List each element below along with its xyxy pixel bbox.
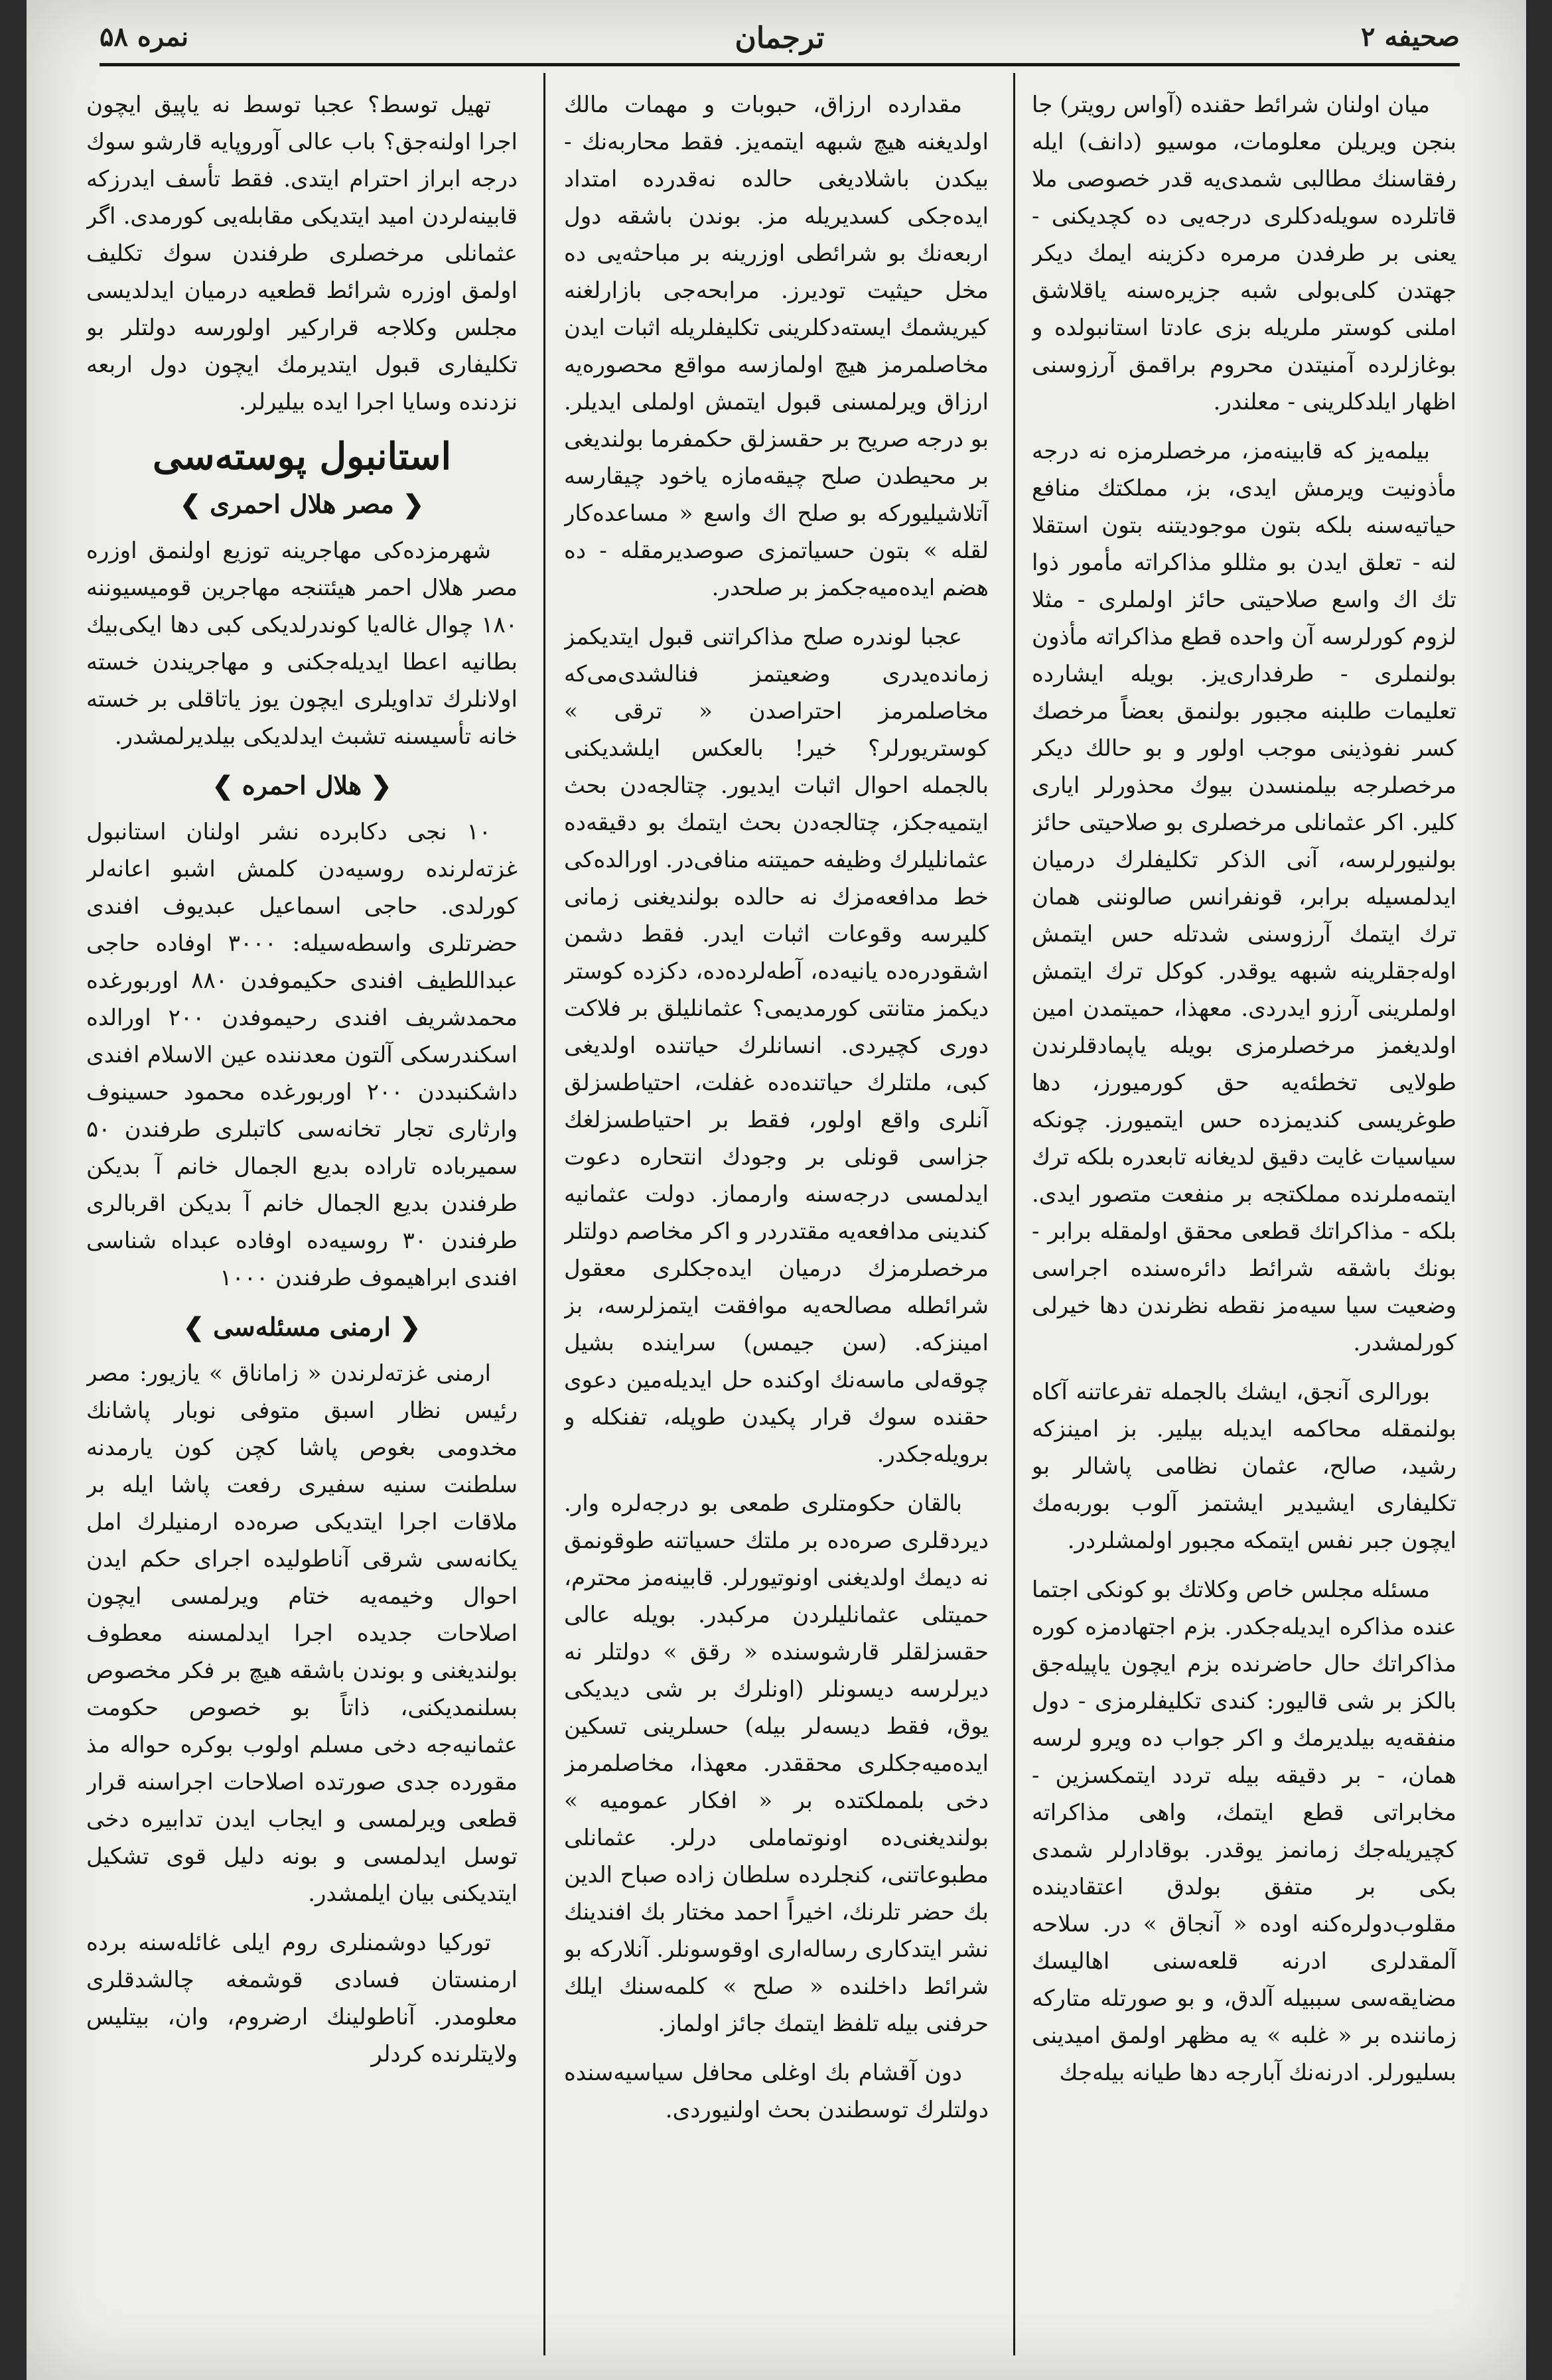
paragraph: ۱۰ نجی دکابرده نشر اولنان استانبول غزته‌لرنده روسیه‌دن کلمش اشبو اعانه‌لر کورلدی. حاجی اسماعیل عبدیوف افندی حضرتلری واسطه‌سیله: ۳۰۰۰ اوفاده حاجی عبداللطیف افندی حکیموفدن ۸۸۰ اوربورغده محمدشریف افندی رحیموفدن ۲۰۰ اورالده اسکندرسکی آلتون معدننده عین الاسلام افندی داشکنبددن ۲۰۰ اوربورغده محمود حسینوف وارثاری تجار تخانه‌سی کاتبلری طرفندن ۵۰ سمیرباده تاراده بدیع الجمال خانم آ بدیکن طرفندن بدیع الجمال خانم آ بدیکن اقربالری طرفندن ۳۰ روسیه‌ده اوفاده عبداه شناسی افندی ابراهیموف طرفندن ۱۰۰۰ — [86, 819, 518, 1291]
issue-number: نمره ۵۸ — [100, 21, 189, 52]
section-title: استانبول پوسته‌سی — [153, 435, 451, 478]
paragraph: شهرمزده‌کی مهاجرینه توزیع اولنمق اوزره مصر هلال احمر هیئتنجه مهاجرین قومیسیوننه ۱۸۰ چوال غاله‌یا کوندرلدیکی کبی دها ایکی‌بیك بطانیه اعطا ایدیله‌جکنی و مهاجریندن خسته اولانلرك تداویلری ایچون یوز یاتاقلی بر خسته خانه تأسیسنه تشبث ایدلدیکی بیلدیرلمشدر. — [86, 537, 518, 750]
newspaper-page — [27, 0, 1526, 2380]
paragraph: میان اولنان شرائط حقنده (آواس رویتر) جا بنجن ویریلن معلومات، موسیو (دانف) ایله رفقاسنك مطالبی شمدی‌یه قدر خصوصی ملا قاتلرده سویله‌دکلری درجه‌یی ده کچدیکنی - یعنی بر طرفدن مرمره دکزینه ایمك دیکر جهتدن کلی‌بولی شبه جزیره‌سنه یاقلاشق املنی کوستر ملریله بزی عادتا استانبولده و بوغازلرده آمنیتدن محروم براقمق آرزوسنی اظهار ایلدکلرینی - معلندر. — [1032, 92, 1456, 415]
newspaper-title: ترجمان — [735, 21, 825, 55]
paragraph: مقدارده ارزاق، حبوبات و مهمات مالك اولدیغنه هیچ شبهه ایتمه‌یز. فقط محاربه‌نك - بیکدن باشلادیغی حالده نه‌قدرده‌ امتداد ایده‌جکی کسدیریله مز. بوندن باشقه دول اربعه‌نك بو شرائطی اوزرینه بر مباحثه‌یی ده مخل حیثیت تودیرز. مرابحه‌جی بازارلغنه کیریشمك ایسته‌دکلرینی تکلیفلریله اثبات ایدن مخاصلمرمز هیچ اولمازسه مواقع محصوره‌یه ارزاق ویرلمسنی قبول ایتمش اولملی ایدیلر. بو درجه صریح بر حقسزلق حکمفرما بولندیغی بر محیطدن صلح چیقه‌مازه یاخود چیقارسه آتلاشیلیورکه بو صلح اك واسع « مساعده‌کار لقله » بتون حسیاتمزی صوصدیرمقله - ده هضم ایده‌میه‌جکمز بر صلحدر. — [564, 92, 989, 601]
paragraph: بیلمه‌یز که قابینه‌مز، مرخصلرمزه نه درجه مأذونیت ویرمش ایدی، بز، مملکتك منافع حیاتیه‌سنه بلکه بتون موجودیتنه بتون استقلا لنه - تعلق ایدن بو مثللو مذاکراته مأمور ذوا تك اك واسع صلاحیتی حائز اولملری - مثلا لزوم کورلرسه آن واحده قطع مذاکراته مأذون بولنملری - طرفداری‌یز. بویله ایشارده تعلیمات طلبنه مجبور بولنمق بعضاً مرخصك کسر نفوذینی موجب اولور و بو حالك دیکر مرخصلرجه بیلمنسدن بیوك محذورلر ایاری کلیر. اکر عثمانلی مرخصلری بو صلاحیتی حائز بولنیورلرسه، آنی الذکر تکلیفلرك درمیان ایدلمسیله برابر، قونفرانس صالوننی همان ترك ایتمك آرزوسنی شدتله حس ایتمش اوله‌جقلرینه شبهه یوقدر. کوکل ترك ایتمش اولملرینی آرزو ایدردی. معهذا، حمیتمدن امین اولدیغمز مرخصلرمزی بویله یاپمادقلرندن طولایی تخطئه‌یه حق کورمیورز، دها طوغریسی کندیمزده حس ایتمیورز. چونکه سیاسیات غایت دقیق لدیغانه تابعدره بلکه ترك ایتمه‌ملرنده مملکتجه بر منفعت متصور ایدی. بلکه - مذاکراتك قطعی محقق اولمقله برابر - بونك باشقه شرائط دائره‌سنده اجراسی وضعیت سیا سیه‌مز نقطه نظرندن دها خیرلی کورلمشدر. — [1032, 438, 1456, 1356]
column-middle — [564, 86, 989, 2342]
paragraph: بالقان حکومتلری طمعی بو درجه‌لره وار. دیردقلری صره‌ده بر ملتك حسیاتنه طوقونمق نه دیمك اولدیغنی اونوتیورلر. قابینه‌مز محترم، حمیتلی عثمانلیلردن مرکبدر. بویله عالی حقسزلقلر قارشوسنده « رقق » دولتلر نه دیرلرسه دیسونلر (اونلرك بر شی دیدیکی یوق، فقط دیسه‌لر بیله) حسلرینی تسکین ایده‌میه‌جکلری محققدر. معهذا، مخاصلمرمز دخی بلمملکتده بر « افکار عمومیه » بولندیغنی‌ده اونوتماملی در‌لر. عثمانلی مطبوعاتنی، کنجلرده سلطان زاده صباح الدین بك حضر تلرنك، اخیراً احمد مختار بك افندینك نشر ایتدکاری رساله‌اری اوقوسونلر. آنلارکه بو شرائط داخلنده « صلح » کلمه‌سنك ایلك حرفنی بیله تلفظ ایتمك جائز اولماز. — [564, 1490, 989, 2037]
column-left — [86, 86, 518, 2342]
header-rule — [100, 63, 1460, 66]
paragraph: بورالری آنجق، ایشك بالجمله تفرعاتنه آکاه بولنمقله محاکمه ایدیله بیلیر. بز امینزکه رشید، صالح، عثمان نظامی پاشالر بو تکلیفاری ایشیدیر ایشتمز آلوب بوربه‌مك ایچون جبر نفس ایتمکه مجبور اولمشلردر. — [1032, 1379, 1456, 1554]
paragraph: ارمنی غزته‌لرندن « زاماناق » یازیور: مصر رئیس نظار اسبق متوفی نوبار پاشانك مخدومی بغوص پاشا کچن کون یارمدنه سلطنت سنیه سفیری رفعت پاشا ایله بر ملاقات اجرا ایتدیکی صره‌ده ارمنیلرك امل یکانه‌سی شرقی آناطولیده اجرای حکم ایدن احوال وخیمه‌یه ختام ویرلمسی ایچون اصلاحات جدیده اجرا ایدلمسنه معطوف بولندیغنی و بوندن باشقه هیچ بر فکر مخصوص بسلنمدیکنی، ذاتاً بو خصوص حکومت عثمانیه‌جه دخی مسلم اولوب بوکره حواله مذ مقورده جدی صورتده اصلاحات اجراسنه قرار قطعی ویرلمسی و ایجاب ایدن تدابیره دخی توسل ایدلمسی و بونه دلیل قوی تشکیل ایتدیکنی بیان ایلمشدر. — [86, 1360, 518, 1907]
subheading: ❮ مصر هلال احمری ❯ — [86, 486, 518, 523]
column-divider — [543, 73, 545, 2355]
page-header — [93, 13, 1466, 66]
paragraph: دون آقشام بك اوغلی محافل سیاسیه‌سنده دولتلرك توسطندن بحث اولنیوردی. — [564, 2060, 989, 2123]
paragraph: عجبا لوندره صلح مذاکراتنی قبول ایتدیکمز زمانده‌یدری وضعیتمز فنالشدی‌می‌که مخاصلمرمز احتراصدن « ترقی » کوستریورلر؟ خیر! بالعکس ایلشدیکنی بالجمله احوال اثبات ایدیور. چتالجه‌دن بحث ایتمیه‌جکز، چتالجه‌دن بحث ایتمك بو دقیقه‌ده عثمانلیلرك وظیفه حمیتنه منافی‌در. اورالده‌کی خط مدافعه‌مزك نه حالده بولندیغنی زمانی کلیرسه وقوعات اثبات ایدر. فقط دشمن اشقودره‌ده یانیه‌ده، آطه‌لرده‌ده، دکزده کوستر دیکمز متانتی کورمدیمی؟ عثمانلیلق بر فلاکت دوری کچیردی. انسانلرك حیاتنده اولدیغی کبی، ملتلرك حیاتنده‌ده غفلت، احتیاطسزلق آنلری واقع اولور، فقط بر احتیاطسزلغك جزاسی قونلی بر وجودك انتحاره دعوت ایدلمسی درجه‌سنه وارمماز. دولت عثمانیه کندینی مدافعه‌یه مقتدردر و اکر مخاصم دولتلر مرخصلرمزك درمیان ایده‌جکلری معقول شرائطله مصالحه‌یه موافقت ایتمزلرسه، بز امینزکه. (سن جیمس) سراینده بشیل چوقه‌لی ماسه‌نك اوکنده حل ایدیله‌مین دعوی حقنده سوك قرار پکیدن طوپله، تفنکله و برویله‌جکدر. — [564, 624, 989, 1468]
paragraph: تورکیا دوشمنلری روم ایلی غائله‌سنه برده ارمنستان فسادی قوشمغه چالشدقلری معلومدر. آناطولینك ارضروم، وان، بیتلیس ولایتلرنده کردلر — [86, 1929, 518, 2067]
paragraph: مسئله مجلس خاص وکلاتك بو کونکی اجتما عنده مذاکره ایدیله‌جکدر. بزم اجتهادمزه کوره مذاکراتك حال حاضرنده بزم ایچون یاپیله‌جق بالکز بر شی قالیور: کندی تکلیفلرمزی - دول منفقه‌یه بیلدیرمك و اکر جواب ده ویرو لرسه همان، - بر دقیقه بیله تردد ایتمکسزین - مخابراتی قطع ایتمك، واهی مذاکراته کچیریله‌جك زمانمز یوقدر. بوقادارلر شمدی بکی بر متفق بولدق اعتقادینده مقلوب‌دولره‌کنه اوده « آنجاق » در. سلاحه آلمقدلری ادرنه قلعه‌سنی اهالیسك مضایقه‌سی سببیله آلدق، و بو صورتله متارکه زماننده بر « غلبه » یه مظهر اولمق امیدینی بسلیورلر. ادرنه‌نك آبارجه دها طیانه بیله‌جك — [1032, 1576, 1456, 2086]
paragraph: تهیل توسط؟ عجبا توسط نه یاپیق ایچون اجرا اولنه‌جق؟ باب عالی آوروپایه قارشو سوك درجه ابراز احترام ایتدی. فقط تأسف ایدرزکه قابینه‌لردن امید ایتدیکی مقابله‌یی کورمدی. اگر عثمانلی مرخصلری طرفندن سوك تکلیف اولمق اوزره شرائط قطعیه درمیان ایدلدیسی مجلس وکلاجه قرارکیر اولورسه دولتلر بو تکلیفاری قبول ایتدیرمك ایچون دول اربعه نزدنده وسایا اجرا ایده بیلیرلر. — [86, 92, 518, 415]
subheading: ❮ هلال احمره ❯ — [86, 767, 518, 804]
column-right — [1032, 86, 1456, 2342]
page-number-label: صحیفه ۲ — [1361, 21, 1460, 52]
column-divider — [1013, 73, 1015, 2355]
subheading: ❮ ارمنی مسئله‌سی ❯ — [86, 1308, 518, 1346]
